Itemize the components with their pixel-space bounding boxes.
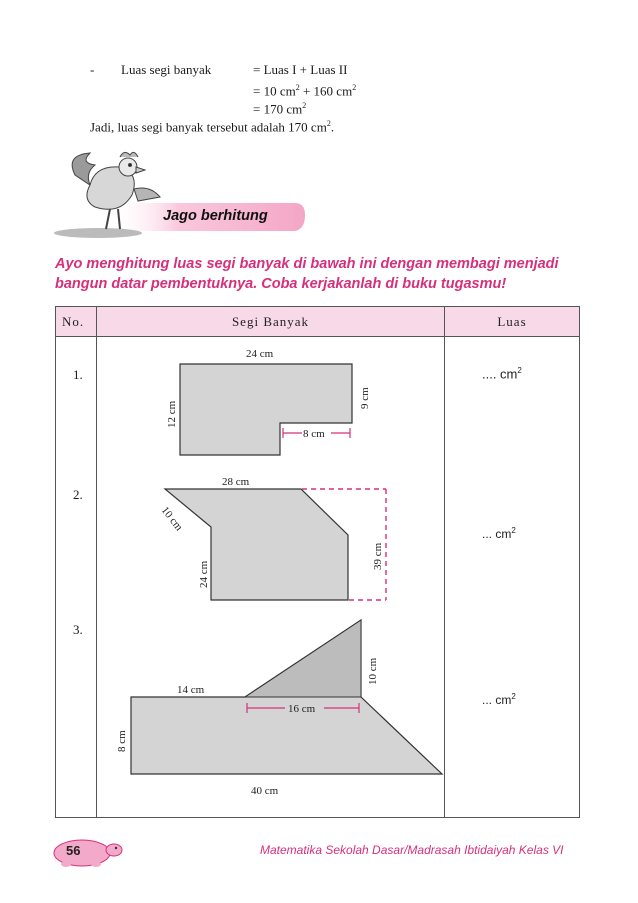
banner-graphic <box>50 145 310 245</box>
calc-line-2-a: = 10 cm <box>253 83 296 99</box>
sq-sup: 2 <box>326 119 331 128</box>
header-shape: Segi Banyak <box>231 314 310 329</box>
shape-1 <box>166 348 371 455</box>
answer-2-text: ... cm <box>482 527 512 541</box>
sq-sup: 2 <box>511 692 516 701</box>
sq-sup: 2 <box>511 526 516 535</box>
dim-1-right: 9 cm <box>359 387 371 409</box>
divider-2 <box>444 307 445 817</box>
dim-3-bottom: 40 cm <box>251 785 279 797</box>
conclusion-period: . <box>330 119 335 135</box>
answer-3-text: ... cm <box>482 693 512 707</box>
dim-3-top: 14 cm <box>177 684 205 696</box>
header-area: Luas <box>497 314 527 329</box>
answer-3 <box>482 692 516 707</box>
calc-dash: - <box>90 62 95 77</box>
dim-2-top: 28 cm <box>222 476 250 488</box>
dim-1-top: 24 cm <box>246 348 274 360</box>
shape-2-polygon <box>165 489 348 600</box>
dim-1-left: 12 cm <box>166 400 178 428</box>
page-number: 56 <box>66 843 81 858</box>
calc-line-1: = Luas I + Luas II <box>253 62 348 77</box>
dim-2-left: 24 cm <box>198 560 210 588</box>
shape-1-polygon <box>180 364 352 455</box>
row-number: 1. <box>73 367 83 382</box>
instruction-line-1: Ayo menghitung luas segi banyak di bawah ini dengan membagi menjadi <box>55 256 559 272</box>
instruction-line-2: bangun datar pembentuknya. Coba kerjakanlah di buku tugasmu! <box>55 276 507 292</box>
header-no: No. <box>62 314 85 329</box>
answer-1-text: .... cm <box>482 366 518 382</box>
calc-line-2-b: + 160 cm <box>299 83 353 99</box>
figures <box>97 337 444 817</box>
footer-book-title: Matematika Sekolah Dasar/Madrasah Ibtidaiyah Kelas VI <box>260 843 564 857</box>
sq-sup: 2 <box>517 366 522 375</box>
dim-3-triangle: 10 cm <box>367 657 379 685</box>
sq-sup: 2 <box>352 83 357 92</box>
conclusion-text: Jadi, luas segi banyak tersebut adalah 170 cm <box>90 119 327 135</box>
ground-shadow <box>54 228 142 238</box>
dim-3-mid: 16 cm <box>288 703 316 715</box>
calc-label: Luas segi banyak <box>121 62 212 77</box>
dim-3-left: 8 cm <box>116 730 128 752</box>
dim-1-bottom: 8 cm <box>303 428 325 440</box>
dim-2-slant: 10 cm <box>158 504 185 534</box>
dim-2-height: 39 cm <box>372 542 384 570</box>
shape-3 <box>116 620 442 797</box>
row-number: 3. <box>73 622 83 637</box>
sq-sup: 2 <box>302 101 307 110</box>
calc-conclusion <box>90 114 334 137</box>
turtle-icon <box>52 836 124 868</box>
sq-sup: 2 <box>295 83 300 92</box>
banner-title: Jago berhitung <box>163 208 268 224</box>
shape-2 <box>159 476 386 600</box>
shape-3-triangle <box>245 620 361 697</box>
calc-line-3-a: = 170 cm <box>253 101 303 117</box>
answer-2 <box>482 526 516 541</box>
answer-1 <box>482 366 522 381</box>
row-number: 2. <box>73 487 83 502</box>
